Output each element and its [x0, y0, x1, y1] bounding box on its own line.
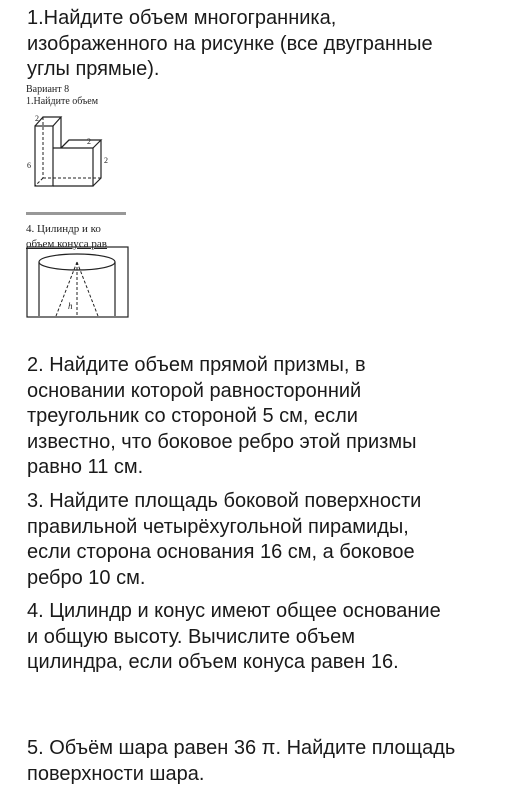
prism-label-top: 2: [35, 114, 39, 123]
question-2-line: известно, что боковое ребро этой призмы: [27, 430, 417, 453]
question-3-line: 3. Найдите площадь боковой поверхности: [27, 490, 422, 512]
question-3-line: ребро 10 см.: [27, 566, 146, 589]
scan-question-4-label-b: объем конуса рав: [26, 238, 108, 250]
prism-label-left: 6: [27, 161, 31, 170]
prism-label-mid: 2: [87, 137, 91, 146]
question-1-line: углы прямые).: [27, 58, 160, 80]
question-5: [27, 736, 522, 787]
question-1-line: изображенного на рисунке (все двугранные: [27, 32, 433, 55]
question-5-line: поверхности шара.: [27, 762, 205, 785]
cone-height-label: h: [68, 301, 73, 311]
question-2-line: треугольник со стороной 5 см, если: [27, 405, 358, 427]
question-1: [27, 6, 522, 83]
question-2-line: равно 11 см.: [27, 456, 144, 478]
scan-question-4-label: 4. Цилиндр и ко: [26, 223, 101, 235]
question-4: [27, 599, 522, 676]
question-3-line: если сторона основания 16 см, а боковое: [27, 541, 415, 563]
question-4-line: цилиндра, если объем конуса равен 16.: [27, 651, 399, 673]
prism-step-edge: [61, 140, 69, 148]
question-2-line: основании которой равносторонний: [27, 379, 362, 402]
prism-step-front: [53, 148, 93, 186]
scan-question-1-label: 1.Найдите объем: [26, 96, 99, 107]
polyhedron-figure: [20, 108, 120, 190]
prism-front-column: [35, 126, 53, 186]
question-1-line: 1.Найдите объем многогранника,: [27, 7, 337, 29]
question-4-line: и общую высоту. Вычислите объем: [27, 625, 355, 648]
question-3: [27, 489, 522, 591]
question-5-line: 5. Объём шара равен 36 π. Найдите площадь: [27, 737, 456, 759]
question-2: [27, 353, 522, 481]
prism-label-right: 2: [104, 156, 108, 165]
question-4-line: 4. Цилиндр и конус имеют общее основание: [27, 600, 441, 622]
scan-cut-text-fragment: [26, 212, 126, 215]
question-3-line: правильной четырёхугольной пирамиды,: [27, 515, 409, 538]
scan-variant-label: Вариант 8: [26, 84, 70, 95]
cylinder-cone-figure: [26, 246, 130, 318]
question-2-line: 2. Найдите объем прямой призмы, в: [27, 354, 366, 376]
prism-hidden-edge: [35, 178, 43, 186]
